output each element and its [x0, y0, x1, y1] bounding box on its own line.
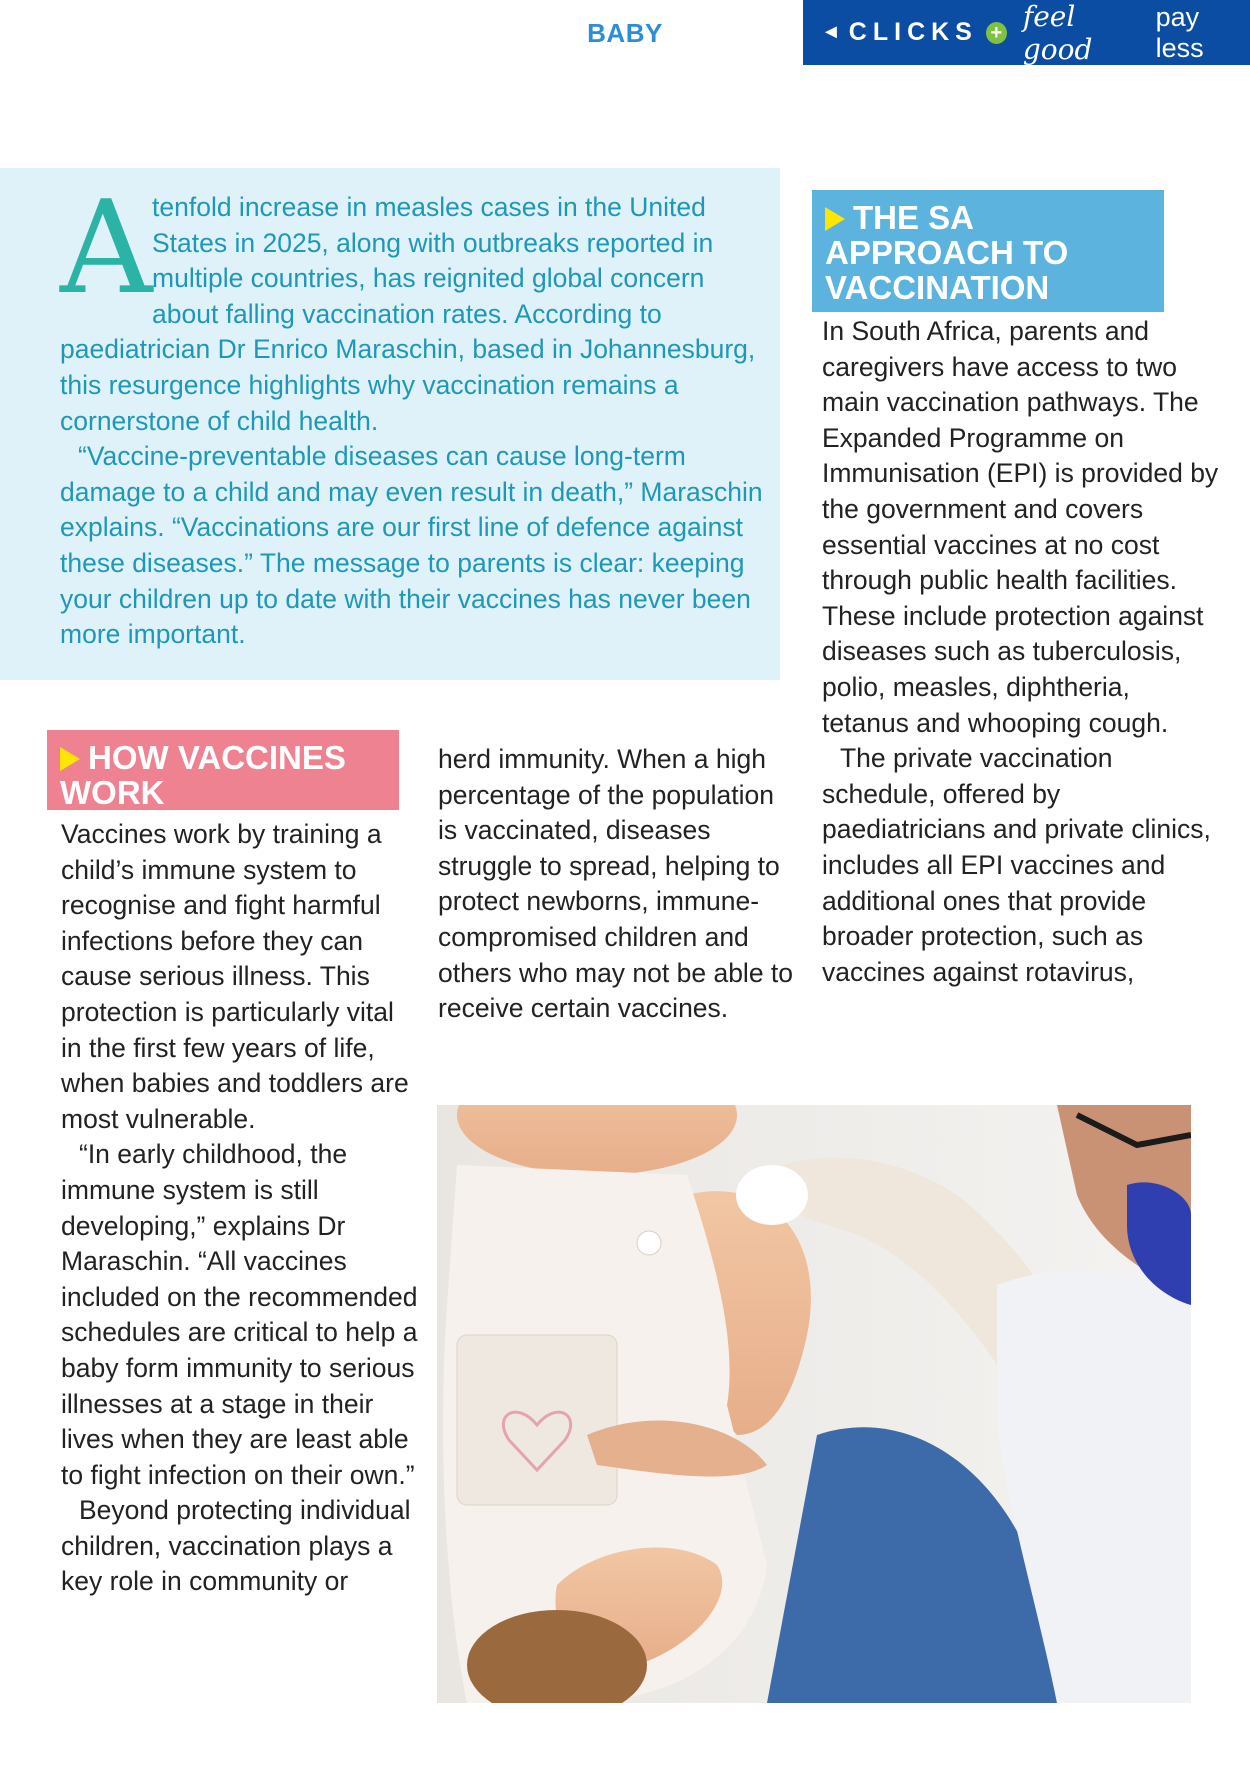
body-paragraph: In South Africa, parents and caregivers have access to two main vaccination pathways. The Expanded Programme on Immunisation (EPI) is provided by the government and covers essential vaccines at no cost through public health facilities. These include protection against diseases such as tuberculosis, polio, measles, diphtheria, tetanus and whooping cough.: [822, 316, 1219, 738]
tagline-plain: pay less: [1155, 1, 1204, 63]
intro-paragraph: “Vaccine-preventable diseases can cause long-term damage to a child and may even result in death,” Maraschin explains. “Vaccinations are our first line of defence against these diseases.” The message to parents is clear: keeping your children up to date with their vaccines has never been more important.: [60, 441, 763, 650]
brand-banner: [803, 0, 1250, 65]
play-arrow-icon: [60, 747, 80, 771]
body-paragraph: “In early childhood, the immune system is still developing,” explains Dr Maraschin. “All vaccines included on the recommended schedules are critical to help a baby form immunity to serious illnesses at a stage in their lives when they are least able to fight infection on their own.”: [61, 1139, 418, 1490]
intro-paragraph: tenfold increase in measles cases in the United States in 2025, along with outbreaks reported in multiple countries, has reignited global concern about falling vaccination rates. According to paediatrician Dr Enrico Maraschin, based in Johannesburg, this resurgence highlights why vaccination remains a cornerstone of child health.: [60, 192, 756, 436]
intro-text: [60, 174, 765, 653]
sa-approach-heading: [812, 190, 1164, 312]
brand-name: CLICKS: [848, 18, 978, 46]
column-right: [822, 314, 1222, 990]
body-paragraph: Beyond protecting individual children, vaccination plays a key role in community or: [61, 1495, 411, 1597]
body-paragraph: Vaccines work by training a child’s immune system to recognise and fight harmful infections before they can cause serious illness. This protection is particularly vital in the first few years of life, when babies and toddlers are most vulnerable.: [61, 819, 409, 1134]
body-paragraph: The private vaccination schedule, offered by paediatricians and private clinics, includes all EPI vaccines and additional ones that provide broader protection, such as vaccines against rotavirus,: [822, 743, 1211, 987]
column-left: [61, 817, 421, 1600]
clicks-logo-icon: ◄: [821, 21, 841, 43]
tagline-script: feel good: [1022, 0, 1093, 66]
section-label: BABY: [587, 18, 663, 48]
vaccination-photo: [437, 1105, 1191, 1703]
play-arrow-icon: [825, 207, 845, 231]
heading-text: HOW VACCINES WORK: [60, 739, 346, 811]
dropcap: A: [60, 174, 153, 323]
how-vaccines-heading: [47, 730, 399, 810]
plus-icon: +: [986, 22, 1007, 44]
column-middle: [438, 742, 798, 1027]
heading-text: THE SA APPROACH TO VACCINATION: [825, 199, 1069, 306]
body-paragraph: herd immunity. When a high percentage of the population is vaccinated, diseases struggle to spread, helping to protect newborns, immune-compromised children and others who may not be able to receive certain vaccines.: [438, 744, 794, 1024]
